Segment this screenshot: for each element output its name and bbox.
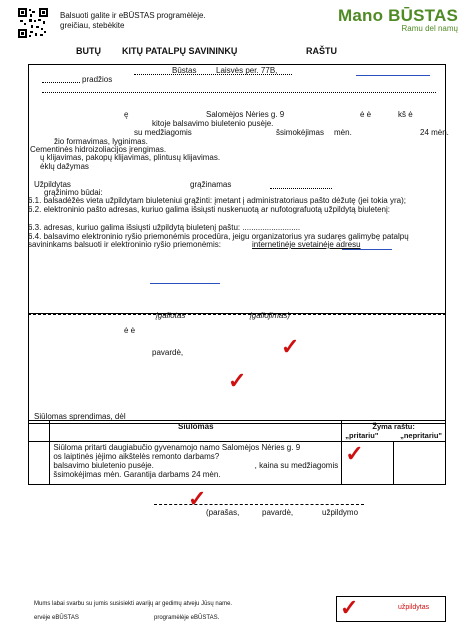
checkmark-2: ✓ — [228, 368, 247, 393]
galiotas-label: įgaliotas — [156, 311, 186, 320]
checkmark-3: ✓ — [188, 486, 207, 511]
line-24men: 24 mėn. — [420, 128, 449, 137]
col-pritariu: „pritariu" — [345, 431, 379, 440]
checkmark-pritariu[interactable]: ✓ — [345, 441, 364, 466]
pradzios-label: pradžios — [82, 75, 113, 84]
title-part3: RAŠTU — [306, 46, 337, 56]
option-6-4b: savininkams balsuoti ir elektroninio ryšio priemonėmis: — [28, 240, 221, 249]
title-part1: BUTŲ — [76, 46, 101, 56]
section2-marks: ė ė — [124, 326, 136, 335]
pavarde-label: pavardė, — [152, 348, 184, 357]
row-line2: os laiptinės įėjimo aikštelės remonto darbams? — [53, 452, 220, 461]
line-dazymas: ėklų dažymas — [40, 162, 89, 171]
uzpildytas-label: Užpildytas — [34, 180, 71, 189]
nepritariu-cell[interactable] — [394, 442, 446, 485]
logo-tagline: Ramu del namų — [401, 24, 458, 33]
col-nepritariu: „nepritariu" — [400, 431, 442, 440]
street-ref: Salomėjos Nėries g. 9 — [206, 110, 285, 119]
checkmark-footer: ✓ — [340, 595, 359, 620]
checkmark-1: ✓ — [281, 334, 300, 359]
row-line1: Siūloma pritarti daugiabučio gyvenamojo namo Salomėjos Nėries g. 9 — [53, 443, 301, 452]
app-note — [60, 11, 206, 31]
option-6-4c: internetinėje svetainėje adresu — [252, 240, 361, 249]
option-6-3: 6.3. adresas, kuriuo galima išsiųsti užpildytą biuletenį paštu: .......................... — [28, 223, 301, 232]
address-blue-line — [356, 75, 430, 76]
line-klijavimas: ų klijavimas, pakopų klijavimas, plintusų klijavimas. — [40, 153, 221, 162]
option-6-2: 6.2. elektroninio pašto adresas, kuriuo galima išsiųsti nuskenuotą ar nufotografuotą užpildytą biuletenį: — [28, 205, 390, 214]
col-zyma: Žyma raštu: — [372, 422, 415, 431]
row-line5: šsimokėjimas mėn. Garantija darbams 24 mėn. — [53, 470, 221, 479]
logo-word1: Mano — [338, 6, 384, 25]
footer-line2: ervėje eBŪSTAS — [34, 615, 79, 621]
app-note-line1: Balsuoti galite ir eBŪSTAS programėlėje. — [60, 11, 206, 20]
option-6-1: 6.1. balsadėžės vieta užpildytam biuleteniui grąžinti: įmetant į administratoriaus pašto dėžutę (jei tokia yra); — [28, 196, 406, 205]
line-sumedziagomis: su medžiagomis — [134, 128, 192, 137]
qr-code — [18, 8, 48, 38]
footer-line1: Mums labai svarbu su jumis susisiekti avarijų ar gedimų atveju Jūsų name. — [34, 601, 233, 607]
proposals-table — [28, 420, 446, 485]
col-siulomas: Siūlomas — [178, 422, 214, 431]
line-kitoje: kitoje balsavimo biuletenio pusėje. — [152, 119, 274, 128]
long-dotted-line — [42, 85, 436, 93]
logo — [338, 6, 458, 33]
line-isimokejimas: šsimokėjimas — [276, 128, 325, 137]
company-street: Laisvės per. 77B, — [216, 66, 278, 75]
row-line3: balsavimo biuletenio pusėje. — [53, 461, 154, 470]
table-row — [29, 442, 446, 485]
sig-pavarde: pavardė, — [262, 508, 294, 517]
app-note-line2: greičiau, stebėkite — [60, 21, 125, 30]
sig-uzpildymo: užpildymo — [322, 508, 359, 517]
grazinamas-dotted — [270, 181, 332, 189]
line-cement: Cementinės hidroizoliacijos įrengimas. — [30, 145, 167, 154]
option-6-4a: 6.4. balsavimo elektroninio ryšio priemonėmis procedūra, jeigu organizatorius yra sudaręs galimybę patalpų — [28, 232, 409, 241]
row-line4: , kaina su medžiagomis — [254, 461, 339, 470]
line-men: mėn. — [334, 128, 352, 137]
signature-dotted-line — [154, 504, 364, 505]
body-ks: kš ė — [398, 110, 413, 119]
grazinimo-label: grąžinimo būdai: — [44, 188, 103, 197]
pradzios-dotted — [42, 75, 80, 83]
line-zio: žio formavimas, lyginimas. — [54, 137, 148, 146]
galiojimas-label: įgaliojimas) — [250, 311, 291, 320]
footer-line2b: programėlėje eBŪSTAS. — [154, 615, 220, 621]
siulomas-sprendimas: Siūlomas sprendimas, dėl — [34, 412, 126, 421]
title-part2: KITŲ PATALPŲ SAVININKŲ — [122, 46, 238, 56]
signature-blue-line — [150, 283, 220, 284]
mark-left: ę — [124, 110, 129, 119]
body-marks: ė ė — [360, 110, 372, 119]
company-name: Būstas — [172, 66, 197, 75]
sig-parasas: (parašas, — [206, 508, 240, 517]
grazinamas-label: grąžinamas — [190, 180, 232, 189]
logo-word2: BŪSTAS — [388, 6, 458, 25]
filled-box-label: užpildytas — [398, 604, 430, 611]
web-address-line — [342, 249, 392, 250]
